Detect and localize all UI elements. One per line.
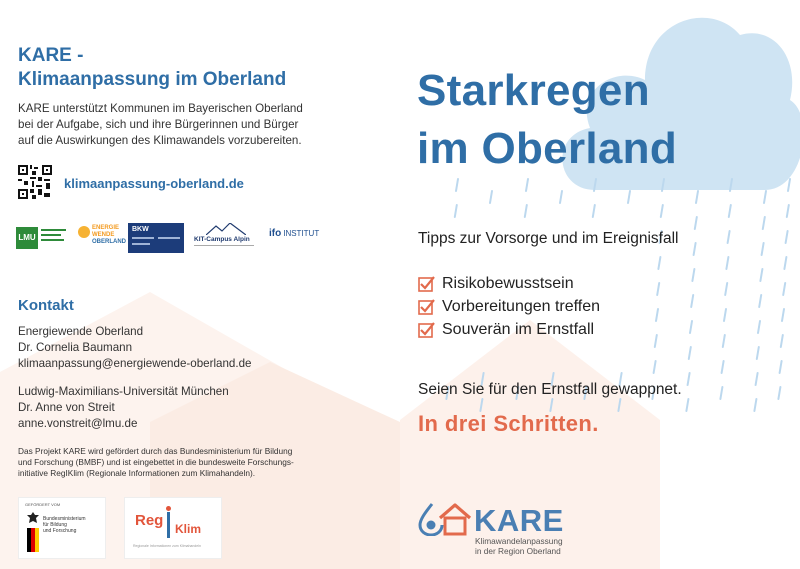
checklist-item — [418, 272, 600, 295]
main-title-line2: im Oberland — [417, 124, 678, 173]
kare-logo-subtitle — [475, 536, 563, 556]
rain-drop — [526, 179, 528, 191]
contact-heading: Kontakt — [18, 297, 74, 314]
regiklim-sub: Regionale Informationen zum Klimahandeln — [133, 544, 201, 548]
bmbf-line: Bundesministerium — [43, 516, 86, 522]
rain-drop — [778, 387, 780, 399]
rain-drop — [661, 205, 663, 217]
rain-drop — [787, 205, 789, 217]
rain-drop — [722, 361, 724, 373]
rain-drop — [550, 399, 552, 411]
bkw-logo — [128, 223, 184, 253]
rain-drop — [764, 191, 766, 203]
rain-drop — [691, 295, 693, 307]
mountain-icon — [206, 223, 246, 235]
rain-drop — [730, 179, 732, 191]
regiklim-klim: Klim — [175, 522, 202, 536]
rain-drop — [725, 283, 727, 295]
checklist-label: Risikobewusstsein — [442, 274, 574, 292]
intro-line: bei der Aufgabe, sich und ihre Bürgerinnen und Bürger — [18, 118, 299, 131]
bkw-text: BKW — [132, 226, 149, 233]
ifo-institut-logo — [269, 228, 339, 258]
bmbf-line: und Forschung — [43, 528, 77, 534]
funding-note-line: initiative RegIKlim (Regionale Informationen zum Klimahandeln). — [18, 468, 256, 478]
house-drop-logo-icon — [418, 502, 474, 536]
checklist-item — [418, 295, 600, 318]
contact-email[interactable]: klimaanpassung@energiewende-oberland.de — [18, 357, 252, 370]
rain-drop — [694, 243, 696, 255]
eagle-icon — [27, 512, 39, 526]
intro-line: auf die Auswirkungen des Klimawandels vorzubereiten. — [18, 134, 302, 147]
energiewende-line1: ENERGIE — [92, 225, 120, 231]
rain-drop — [728, 231, 730, 243]
contact-person: Dr. Anne von Streit — [18, 401, 115, 414]
kare-heading-line1: KARE - — [18, 45, 84, 66]
rain-drop — [754, 399, 756, 411]
rain-drop — [490, 191, 492, 203]
ifo-text: ifo — [269, 228, 282, 239]
partner-logos — [16, 223, 336, 257]
funding-note — [18, 446, 358, 479]
bmbf-line: für Bildung — [43, 522, 67, 528]
rain-drop — [780, 361, 782, 373]
rain-drop — [729, 205, 731, 217]
rain-drop — [781, 335, 783, 347]
intro-line: KARE unterstützt Kommunen im Bayerischen Oberland — [18, 102, 303, 115]
rain-drop — [656, 309, 658, 321]
funding-note-line: Das Projekt KARE wird gefördert durch das Bundesministerium für Bildung — [18, 446, 293, 456]
rain-drop — [655, 335, 657, 347]
rain-drop — [782, 309, 784, 321]
rain-drop — [593, 205, 595, 217]
bmbf-top-text: GEFÖRDERT VOM — [25, 502, 61, 507]
rain-drop — [686, 399, 688, 411]
rain-drop — [689, 347, 691, 359]
rain-drop — [783, 283, 785, 295]
rain-drop — [618, 399, 620, 411]
rain-drop — [786, 231, 788, 243]
energiewende-line3: OBERLAND — [92, 239, 126, 245]
rain-drop — [560, 191, 562, 203]
rain-drop — [657, 283, 659, 295]
rain-drop — [480, 399, 482, 411]
rain-drop — [760, 269, 762, 281]
rain-drop — [695, 217, 697, 229]
contact-block-1 — [18, 324, 252, 372]
lmu-logo — [16, 223, 66, 253]
checklist-label: Vorbereitungen treffen — [442, 297, 601, 315]
checklist — [418, 272, 600, 341]
rain-drop — [688, 373, 690, 385]
rain-drop — [525, 205, 527, 217]
kit-text: KIT-Campus Alpin — [194, 236, 250, 243]
rain-drop — [720, 387, 722, 399]
rain-drop — [692, 269, 694, 281]
contact-email[interactable]: anne.vonstreit@lmu.de — [18, 417, 138, 430]
checkbox-checked-icon — [418, 321, 436, 339]
rain-drop — [756, 373, 758, 385]
kare-heading — [18, 44, 286, 92]
kare-logo-word: KARE — [474, 503, 564, 538]
funding-note-line: und Forschung (BMBF) und ist eingebettet in die bundesweite Forschungs- — [18, 457, 294, 467]
kare-logo-sub-line: Klimawandelanpassung — [475, 536, 563, 546]
contact-person: Dr. Cornelia Baumann — [18, 341, 133, 354]
lmu-logo-mark: LMU — [16, 227, 38, 249]
rain-drop — [654, 361, 656, 373]
energiewende-line2: WENDE — [92, 232, 115, 238]
checklist-item — [418, 318, 600, 341]
rain-drop — [690, 321, 692, 333]
ready-text: Seien Sie für den Ernstfall gewappnet. — [418, 381, 682, 398]
rain-drop — [784, 257, 786, 269]
rain-drop — [788, 179, 790, 191]
kare-intro-text — [18, 101, 348, 149]
rain-drop — [759, 295, 761, 307]
contact-block-2 — [18, 384, 229, 432]
checkbox-checked-icon — [418, 298, 436, 316]
checkbox-checked-icon — [418, 275, 436, 293]
tips-heading: Tipps zur Vorsorge und im Ereignisfall — [418, 230, 679, 247]
rain-drop — [628, 191, 630, 203]
rain-drop — [696, 191, 698, 203]
checklist-label: Souverän im Ernstfall — [442, 320, 595, 338]
rain-drop — [662, 179, 664, 191]
kit-campus-alpin-logo — [194, 223, 260, 253]
kare-heading-line2: Klimaanpassung im Oberland — [18, 69, 287, 90]
rain-drop — [594, 179, 596, 191]
main-title-line1: Starkregen — [417, 66, 650, 115]
rain-drop — [757, 347, 759, 359]
rain-drop — [455, 205, 457, 217]
contact-org: Energiewende Oberland — [18, 325, 144, 338]
rain-drop — [456, 179, 458, 191]
rain-drop — [762, 243, 764, 255]
institut-text: INSTITUT — [283, 229, 320, 238]
rain-drop — [724, 309, 726, 321]
steps-text: In drei Schritten. — [418, 411, 599, 436]
rain-drop — [763, 217, 765, 229]
rain-drop — [758, 321, 760, 333]
rain-drop — [726, 257, 728, 269]
energiewende-logo — [78, 223, 126, 253]
rain-drop — [723, 335, 725, 347]
regiklim-logo — [124, 497, 222, 559]
regiklim-reg: Reg — [135, 512, 164, 529]
bmbf-logo — [18, 497, 106, 559]
main-title — [417, 62, 677, 178]
contact-org: Ludwig-Maximilians-Universität München — [18, 385, 229, 398]
qr-code-icon — [18, 165, 52, 199]
website-link[interactable]: klimaanpassung-oberland.de — [64, 176, 244, 191]
kare-logo-sub-line: in der Region Oberland — [475, 546, 561, 556]
rain-drop — [658, 257, 660, 269]
